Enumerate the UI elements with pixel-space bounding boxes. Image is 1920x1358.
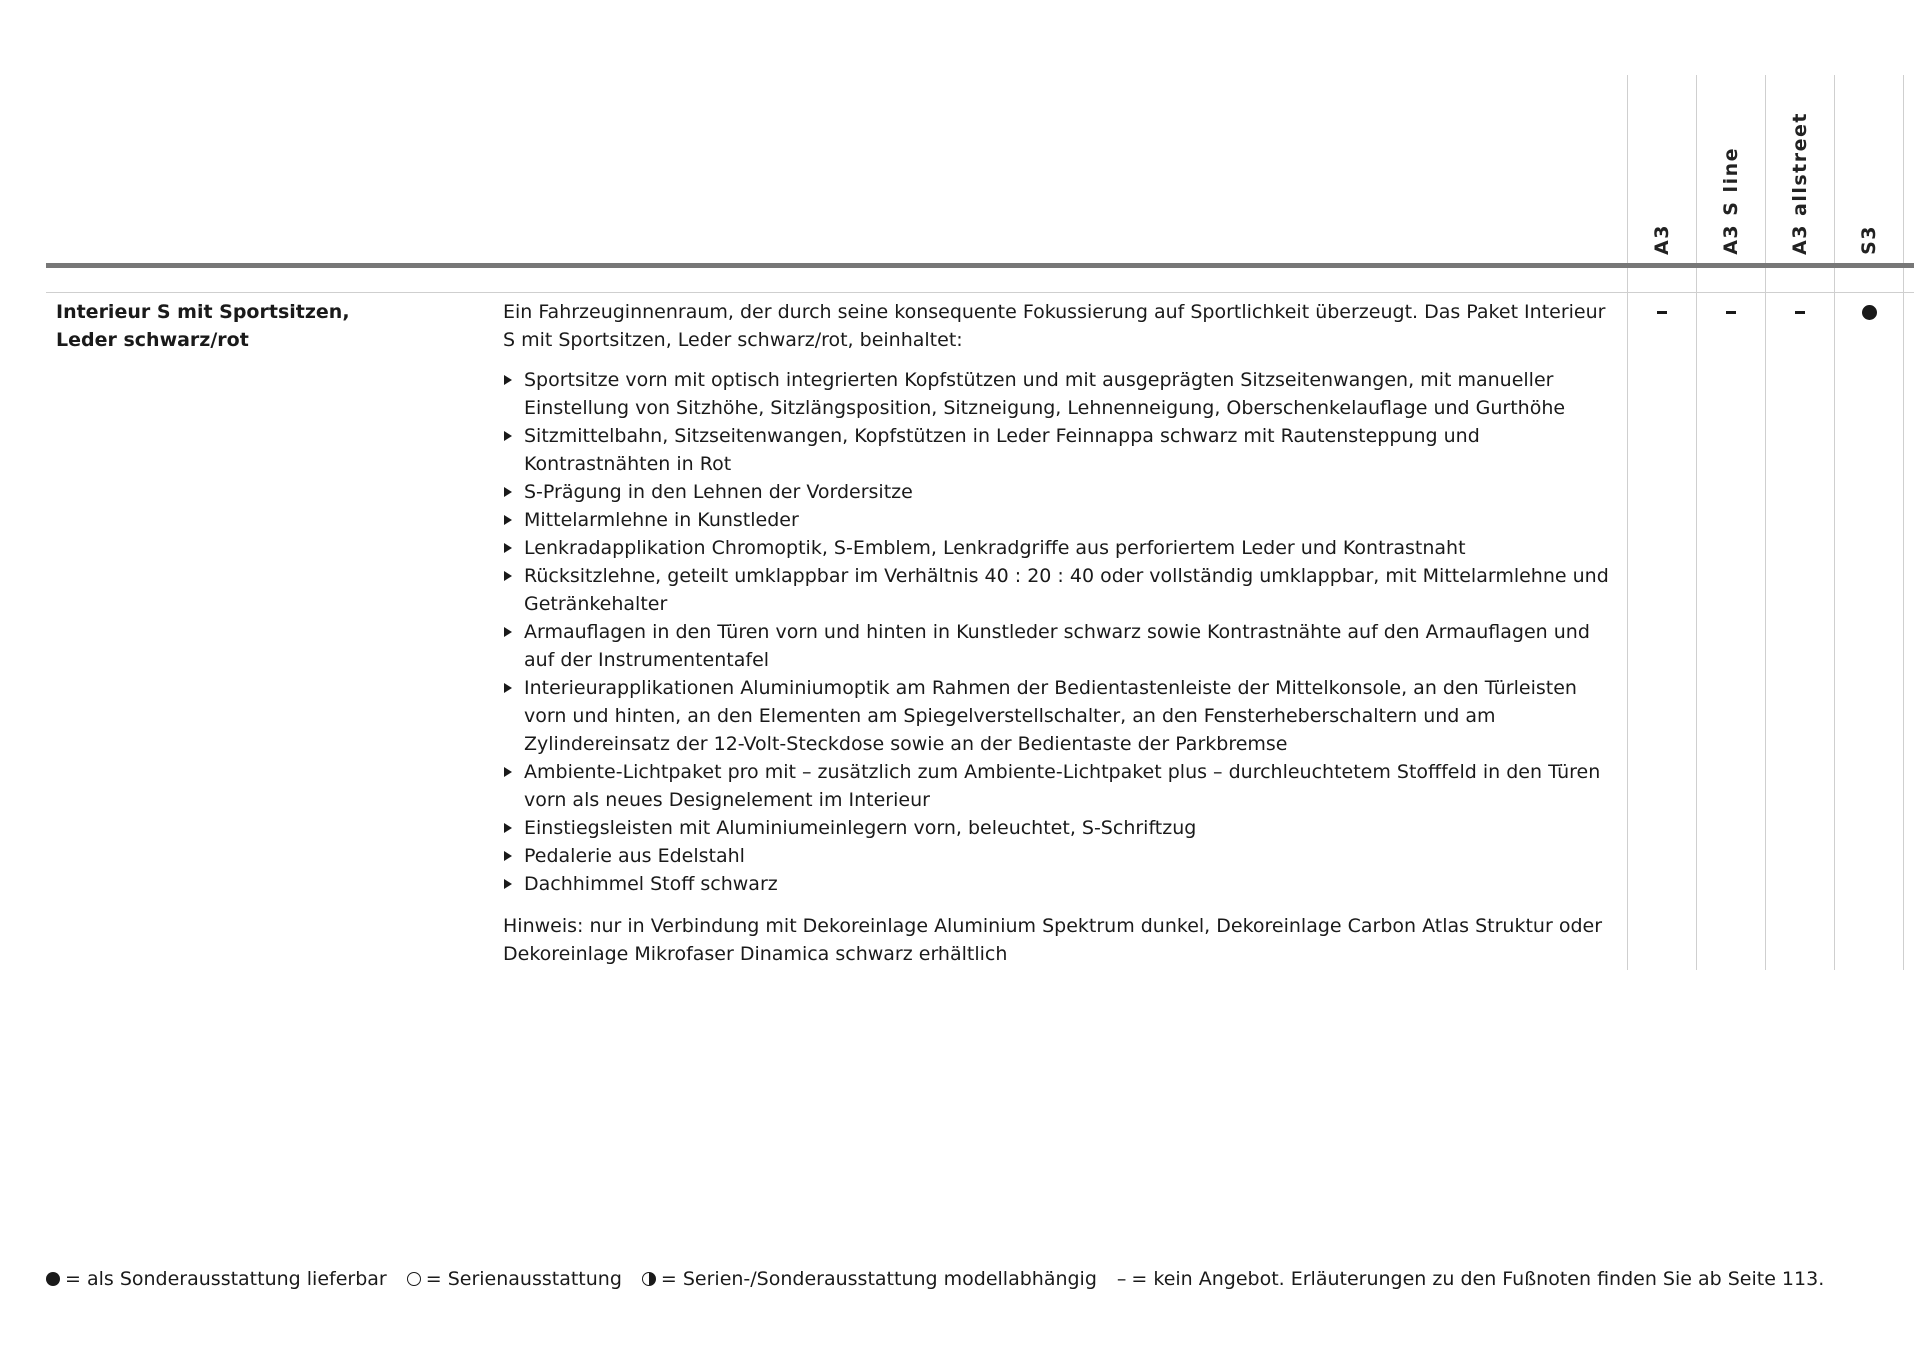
not-available-dash-icon: [1795, 311, 1805, 314]
optional-filled-dot-icon: [1862, 305, 1877, 320]
legend-model-dependent: = Serien-/Sonderausstattung modellabhängig: [642, 1268, 1097, 1290]
column-header-s3: S3: [1858, 225, 1880, 255]
list-item: Ambiente-Lichtpaket pro mit – zusätzlich zum Ambiente-Lichtpaket plus – durchleuchtetem Stofffeld in den Türen vorn als neues Designelement im Interieur: [503, 758, 1623, 814]
legend: [46, 1266, 1844, 1292]
list-item: S-Prägung in den Lehnen der Vordersitze: [503, 478, 1623, 506]
legend-optional: = als Sonderausstattung lieferbar: [46, 1268, 387, 1290]
not-available-dash-icon: [1726, 311, 1736, 314]
legend-none: – = kein Angebot. Erläuterungen zu den Fußnoten finden Sie ab Seite 113.: [1116, 1268, 1825, 1290]
empty-circle-icon: [407, 1272, 421, 1286]
list-item: Dachhimmel Stoff schwarz: [503, 870, 1623, 898]
feature-description: [503, 298, 1623, 968]
feature-title: Interieur S mit Sportsitzen, Leder schwarz/rot: [56, 301, 350, 351]
list-item: Interieurapplikationen Aluminiumoptik am Rahmen der Bedientastenleiste der Mittelkonsole, an den Türleisten vorn und hinten, an den Elementen am Spiegelverstellschalter, an den Fensterheberschaltern und am Zylindereinsatz der 12-Volt-Steckdose sowie an der Bedientaste der Parkbremse: [503, 674, 1623, 758]
list-item: Lenkradapplikation Chromoptik, S-Emblem, Lenkradgriffe aus perforiertem Leder und Kontrastnaht: [503, 534, 1623, 562]
column-header-a3: A3: [1651, 224, 1673, 255]
availability-a3: [1628, 298, 1696, 326]
dash-icon: –: [1116, 1268, 1127, 1290]
availability-s3: [1835, 298, 1903, 326]
column-header-a3-allstreet: A3 allstreet: [1789, 111, 1811, 255]
feature-note: Hinweis: nur in Verbindung mit Dekoreinlage Aluminium Spektrum dunkel, Dekoreinlage Carbon Atlas Struktur oder Dekoreinlage Mikrofaser Dinamica schwarz erhältlich: [503, 915, 1603, 965]
list-item: Armauflagen in den Türen vorn und hinten in Kunstleder schwarz sowie Kontrastnähte auf den Armauflagen und auf der Instrumententafel: [503, 618, 1623, 674]
list-item: Sportsitze vorn mit optisch integrierten Kopfstützen und mit ausgeprägten Sitzseitenwangen, mit manueller Einstellung von Sitzhöhe, Sitzlängsposition, Sitzneigung, Lehnenneigung, Oberschenkelauflage und Gurthöhe: [503, 366, 1623, 422]
list-item: Mittelarmlehne in Kunstleder: [503, 506, 1623, 534]
availability-a3-s-line: [1697, 298, 1765, 326]
list-item: Einstiegsleisten mit Aluminiumeinlegern vorn, beleuchtet, S-Schriftzug: [503, 814, 1623, 842]
column-header-a3-s-line: A3 S line: [1720, 147, 1742, 255]
availability-a3-allstreet: [1766, 298, 1834, 326]
row-rule: [46, 292, 1914, 293]
filled-circle-icon: [46, 1272, 60, 1286]
feature-intro: Ein Fahrzeuginnenraum, der durch seine konsequente Fokussierung auf Sportlichkeit überzeugt. Das Paket Interieur S mit Sportsitzen, Leder schwarz/rot, beinhaltet:: [503, 301, 1606, 351]
header-rule: [46, 263, 1914, 268]
column-divider: [1903, 75, 1904, 970]
half-circle-icon: [642, 1272, 656, 1286]
not-available-dash-icon: [1657, 311, 1667, 314]
list-item: Sitzmittelbahn, Sitzseitenwangen, Kopfstützen in Leder Feinnappa schwarz mit Rautensteppung und Kontrastnähten in Rot: [503, 422, 1623, 478]
legend-standard: = Serienausstattung: [407, 1268, 622, 1290]
feature-bullet-list: [503, 366, 1623, 898]
list-item: Pedalerie aus Edelstahl: [503, 842, 1623, 870]
list-item: Rücksitzlehne, geteilt umklappbar im Verhältnis 40 : 20 : 40 oder vollständig umklappbar, mit Mittelarmlehne und Getränkehalter: [503, 562, 1623, 618]
